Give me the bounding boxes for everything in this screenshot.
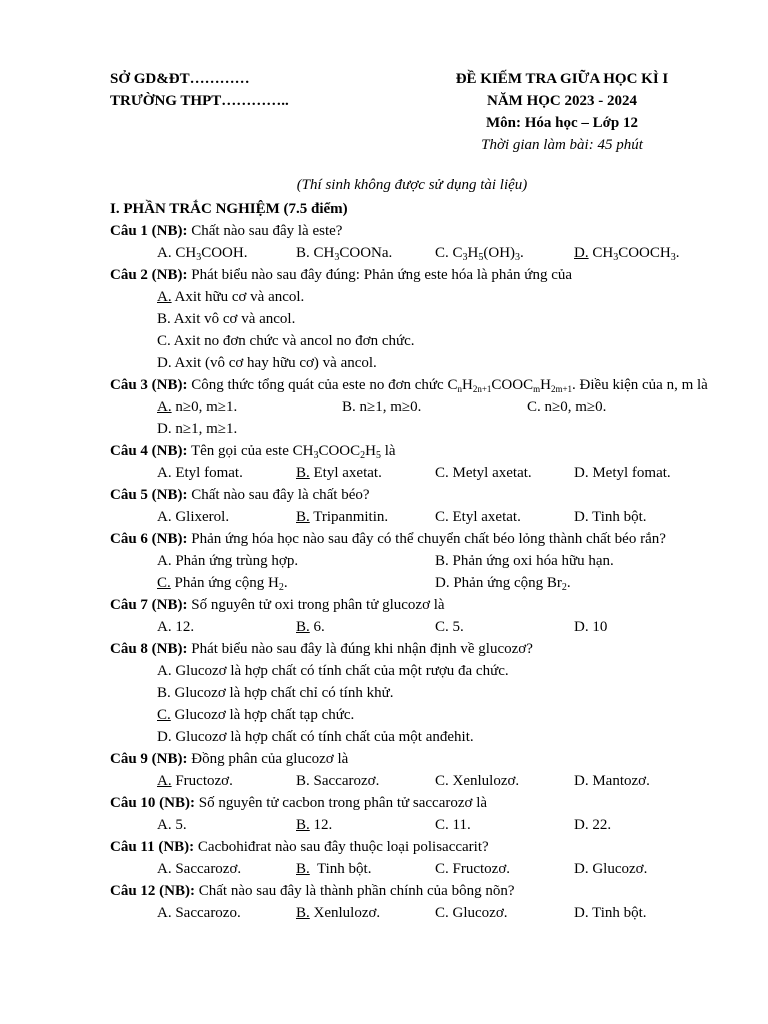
option-d: D. Metyl fomat.: [574, 465, 671, 481]
question-8: [110, 638, 720, 660]
option-d: D. Axit (vô cơ hay hữu cơ) và ancol.: [157, 355, 377, 371]
option-b: B. n≥1, m≥0.: [342, 399, 422, 415]
option-c: C. Etyl axetat.: [435, 509, 521, 525]
option-d: D. Glucozơ.: [574, 861, 648, 877]
question-label: Câu 8 (NB):: [110, 641, 188, 657]
option-a: A. Saccarozo.: [157, 905, 241, 921]
option-b: B. Tripanmitin.: [296, 509, 389, 525]
question-1-options: [157, 242, 720, 264]
question-label: Câu 9 (NB):: [110, 751, 188, 767]
question-7: [110, 594, 720, 616]
option-d: D. 10: [574, 619, 608, 635]
option-a: A. Etyl fomat.: [157, 465, 243, 481]
question-5: [110, 484, 720, 506]
question-3: Câu 3 (NB): Công thức tổng quát của este no đơn chức $C_nH_{2n+1}COOC_mH_{2m+1}$. Điều kiện của n, m là: [110, 377, 708, 394]
header-left: [110, 68, 289, 112]
option-a: A. Fructozơ.: [157, 773, 233, 789]
option-a: A. Phản ứng trùng hợp.: [157, 553, 299, 569]
question-text: Số nguyên tử oxi trong phân tử glucozơ là: [191, 597, 445, 613]
question-text: Phát biểu nào sau đây là đúng khi nhận định về glucozơ?: [191, 641, 533, 657]
school-line: TRƯỜNG THPT…………..: [110, 93, 289, 109]
option-a: A. n≥0, m≥1.: [157, 399, 238, 415]
option-c: C. 5.: [435, 619, 464, 635]
question-label: Câu 5 (NB):: [110, 487, 188, 503]
question-label: Câu 10 (NB):: [110, 795, 195, 811]
school-year: NĂM HỌC 2023 - 2024: [487, 93, 637, 109]
option-d: D. Phản ứng cộng $Br_2$.: [435, 575, 571, 593]
option-b: B. Saccarozơ.: [296, 773, 380, 789]
question-text: Chất nào sau đây là chất béo?: [191, 487, 370, 503]
question-label: Câu 6 (NB):: [110, 531, 188, 547]
question-label: Câu 3 (NB):: [110, 377, 188, 393]
option-c: C. Glucozơ là hợp chất tạp chức.: [157, 707, 355, 723]
option-c: C. n≥0, m≥0.: [527, 399, 607, 415]
option-b: B. 6.: [296, 619, 325, 635]
option-d: D. n≥1, m≥1.: [157, 421, 238, 437]
option-a: A. Axit hữu cơ và ancol.: [157, 289, 305, 305]
question-12-options: [157, 902, 720, 924]
question-1: [110, 220, 720, 242]
question-text: Đồng phân của glucozơ là: [191, 751, 349, 767]
question-3-options: [157, 396, 720, 418]
question-label: Câu 11 (NB):: [110, 839, 195, 855]
option-b: B. Glucozơ là hợp chất chỉ có tính khử.: [157, 685, 394, 701]
option-c: C. 11.: [435, 817, 471, 833]
exam-body: [110, 198, 720, 924]
question-4-options: [157, 462, 720, 484]
option-a: A. Saccarozơ.: [157, 861, 242, 877]
option-d: D. $CH_3COOCH_3$.: [574, 245, 680, 263]
question-text: Chất nào sau đây là thành phần chính của bông nõn?: [198, 883, 515, 899]
exam-title: ĐỀ KIẾM TRA GIỮA HỌC KÌ I: [455, 71, 669, 87]
option-b: B. Axit vô cơ và ancol.: [157, 311, 296, 327]
question-text: Tên gọi của este CH: [190, 443, 314, 459]
header-right: [410, 68, 714, 156]
question-label: Câu 4 (NB):: [110, 443, 188, 459]
question-9: [110, 748, 720, 770]
time-line: Thời gian làm bài: 45 phút: [481, 137, 643, 153]
option-b: B. 12.: [296, 817, 333, 833]
question-label: Câu 1 (NB):: [110, 223, 188, 239]
question-text: Phát biểu nào sau đây đúng: Phản ứng este hóa là phản ứng của: [191, 267, 573, 283]
section-title: I. PHẦN TRẮC NGHIỆM (7.5 điểm): [110, 201, 348, 217]
question-12: [110, 880, 720, 902]
question-7-options: [157, 616, 720, 638]
question-6-options-row2: [157, 572, 720, 594]
question-11: [110, 836, 720, 858]
option-d: D. 22.: [574, 817, 612, 833]
dept-line: SỞ GD&ĐT…………: [110, 71, 250, 87]
option-c: C. $C_3H_5(OH)_3$.: [435, 245, 524, 263]
option-d: D. Tinh bột.: [574, 509, 647, 525]
option-b: B. Phản ứng oxi hóa hữu hạn.: [435, 553, 614, 569]
option-d: D. Glucozơ là hợp chất có tính chất của một anđehit.: [157, 729, 474, 745]
option-a: A. Glucozơ là hợp chất có tính chất của một rượu đa chức.: [157, 663, 509, 679]
question-text: Phản ứng hóa học nào sau đây có thể chuyển chất béo lỏng thành chất béo rắn?: [191, 531, 666, 547]
question-10: [110, 792, 720, 814]
question-label: Câu 2 (NB):: [110, 267, 188, 283]
exam-note: (Thí sinh không được sử dụng tài liệu): [296, 177, 528, 193]
option-b: B. Etyl axetat.: [296, 465, 382, 481]
option-b: B. Tinh bột.: [296, 861, 372, 877]
question-9-options: [157, 770, 720, 792]
question-label: Câu 12 (NB):: [110, 883, 195, 899]
question-text: Chất nào sau đây là este?: [191, 223, 343, 239]
question-4: Câu 4 (NB): Tên gọi của este $CH_3COOC_2H_5$ là: [110, 443, 396, 461]
option-a: A. 12.: [157, 619, 195, 635]
question-6: [110, 528, 720, 550]
question-5-options: [157, 506, 720, 528]
option-d: D. Tinh bột.: [574, 905, 647, 921]
question-11-options: [157, 858, 720, 880]
subject-line: Môn: Hóa học – Lớp 12: [485, 115, 639, 131]
option-c: C. Metyl axetat.: [435, 465, 532, 481]
question-text: Số nguyên tử cacbon trong phân tử saccarozơ là: [198, 795, 488, 811]
question-2: [110, 264, 720, 286]
option-c: C. Fructozơ.: [435, 861, 511, 877]
option-a: A. $CH_3COOH$.: [157, 245, 248, 263]
option-c: C. Phản ứng cộng $H_2$.: [157, 575, 288, 593]
option-c: C. Axit no đơn chức và ancol no đơn chức.: [157, 333, 415, 349]
option-c: C. Xenlulozơ.: [435, 773, 520, 789]
question-label: Câu 7 (NB):: [110, 597, 188, 613]
question-10-options: [157, 814, 720, 836]
option-a: A. 5.: [157, 817, 187, 833]
option-c: C. Glucozơ.: [435, 905, 508, 921]
option-b: B. Xenlulozơ.: [296, 905, 381, 921]
question-6-options-row1: [157, 550, 720, 572]
question-text: Cacbohiđrat nào sau đây thuộc loại polisaccarit?: [197, 839, 489, 855]
question-text: Công thức tổng quát của este no đơn chức C: [191, 377, 458, 393]
option-a: A. Glixerol.: [157, 509, 230, 525]
option-d: D. Mantozơ.: [574, 773, 650, 789]
option-b: B. $CH_3COONa$.: [296, 245, 393, 263]
